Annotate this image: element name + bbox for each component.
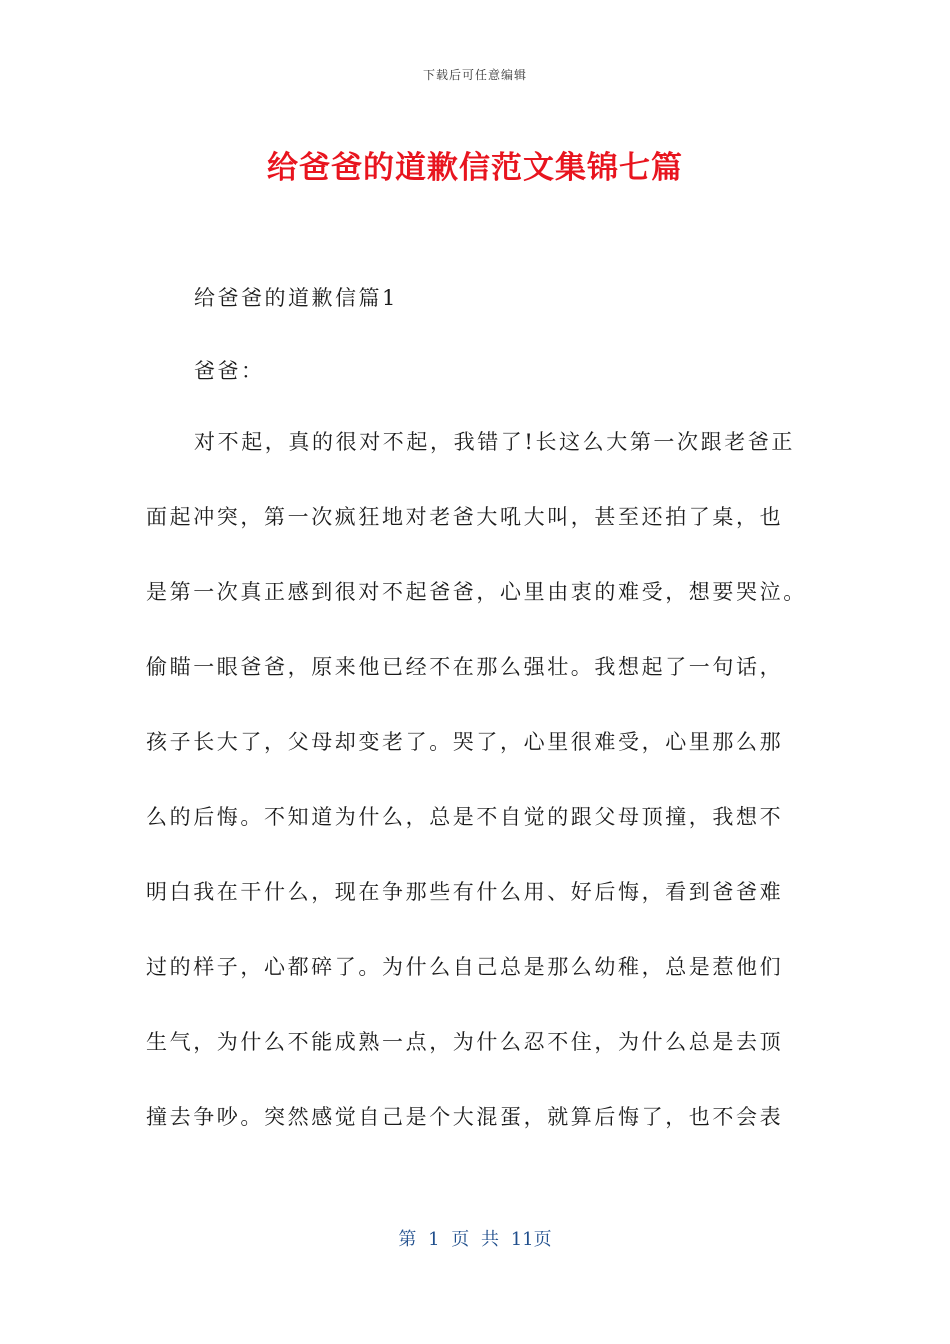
- salutation: 爸爸：: [194, 359, 265, 383]
- paragraph-line: 过的样子，心都碎了。为什么自己总是那么幼稚，总是惹他们: [146, 955, 784, 979]
- page-number: 第 1 页 共 11页: [398, 1229, 552, 1250]
- paragraph-line: 生气，为什么不能成熟一点，为什么忍不住，为什么总是去顶: [146, 1030, 784, 1054]
- paragraph-line: 么的后悔。不知道为什么，总是不自觉的跟父母顶撞，我想不: [146, 805, 784, 829]
- letter-paragraph: [146, 405, 826, 1155]
- paragraph-line: 偷瞄一眼爸爸，原来他已经不在那么强壮。我想起了一句话，: [146, 655, 784, 679]
- paragraph-line: 对不起，真的很对不起，我错了!长这么大第一次跟老爸正: [194, 430, 796, 454]
- paragraph-line: 面起冲突，第一次疯狂地对老爸大吼大叫，甚至还拍了桌，也: [146, 505, 784, 529]
- paragraph-line: 撞去争吵。突然感觉自己是个大混蛋，就算后悔了，也不会表: [146, 1105, 784, 1129]
- section-heading: 给爸爸的道歉信篇1: [194, 286, 398, 310]
- paragraph-line: 明白我在干什么，现在争那些有什么用、好后悔，看到爸爸难: [146, 880, 784, 904]
- document-title: 给爸爸的道歉信范文集锦七篇: [267, 150, 683, 186]
- paragraph-line: 孩子长大了，父母却变老了。哭了，心里很难受，心里那么那: [146, 730, 784, 754]
- header-note: 下载后可任意编辑: [422, 68, 527, 82]
- paragraph-line: 是第一次真正感到很对不起爸爸，心里由衷的难受，想要哭泣。: [146, 580, 807, 604]
